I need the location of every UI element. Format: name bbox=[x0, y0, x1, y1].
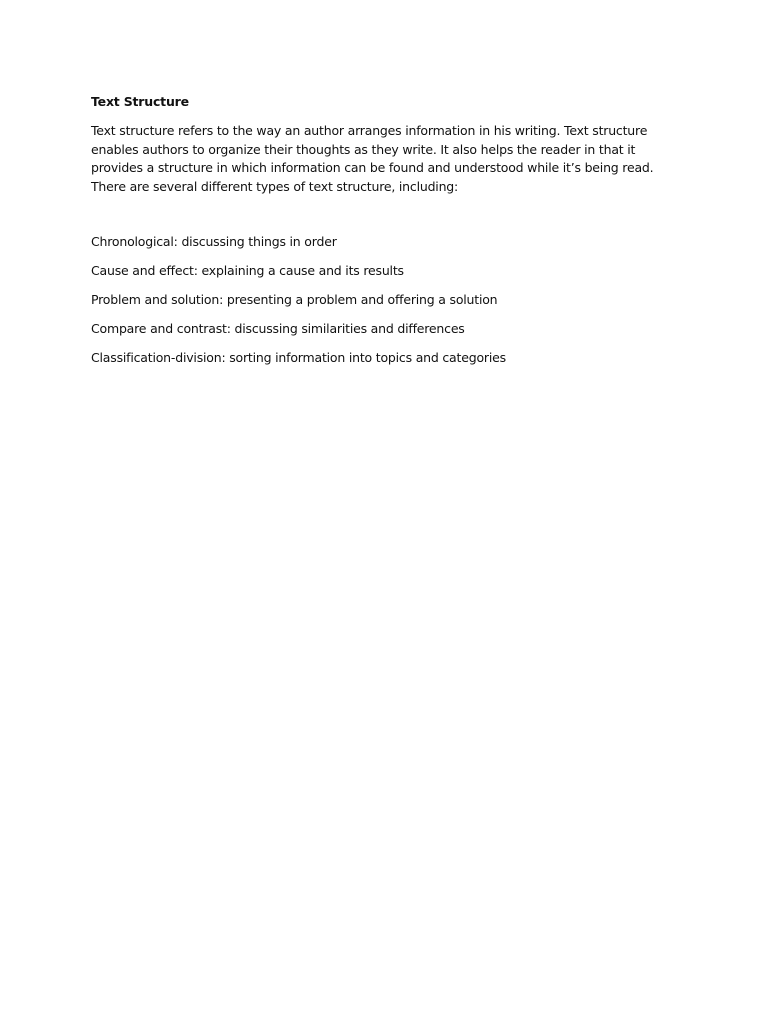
document-title: Text Structure bbox=[91, 94, 189, 109]
list-item-chronological: Chronological: discussing things in order bbox=[91, 234, 337, 249]
list-item-classification-division: Classification-division: sorting information into topics and categories bbox=[91, 350, 506, 365]
list-item-problem-and-solution: Problem and solution: presenting a problem and offering a solution bbox=[91, 292, 498, 307]
document-body bbox=[91, 93, 691, 378]
list-item-compare-and-contrast: Compare and contrast: discussing similarities and differences bbox=[91, 321, 465, 336]
list-item-cause-and-effect: Cause and effect: explaining a cause and its results bbox=[91, 263, 404, 278]
text-structure-types-list bbox=[91, 233, 691, 367]
intro-paragraph: Text structure refers to the way an author arranges information in his writing. Text structure enables authors to organize their thoughts as they write. It also helps the reader in that it provides a structure in which information can be found and understood while it’s being read. There are several different types of text structure, including: bbox=[91, 123, 654, 194]
